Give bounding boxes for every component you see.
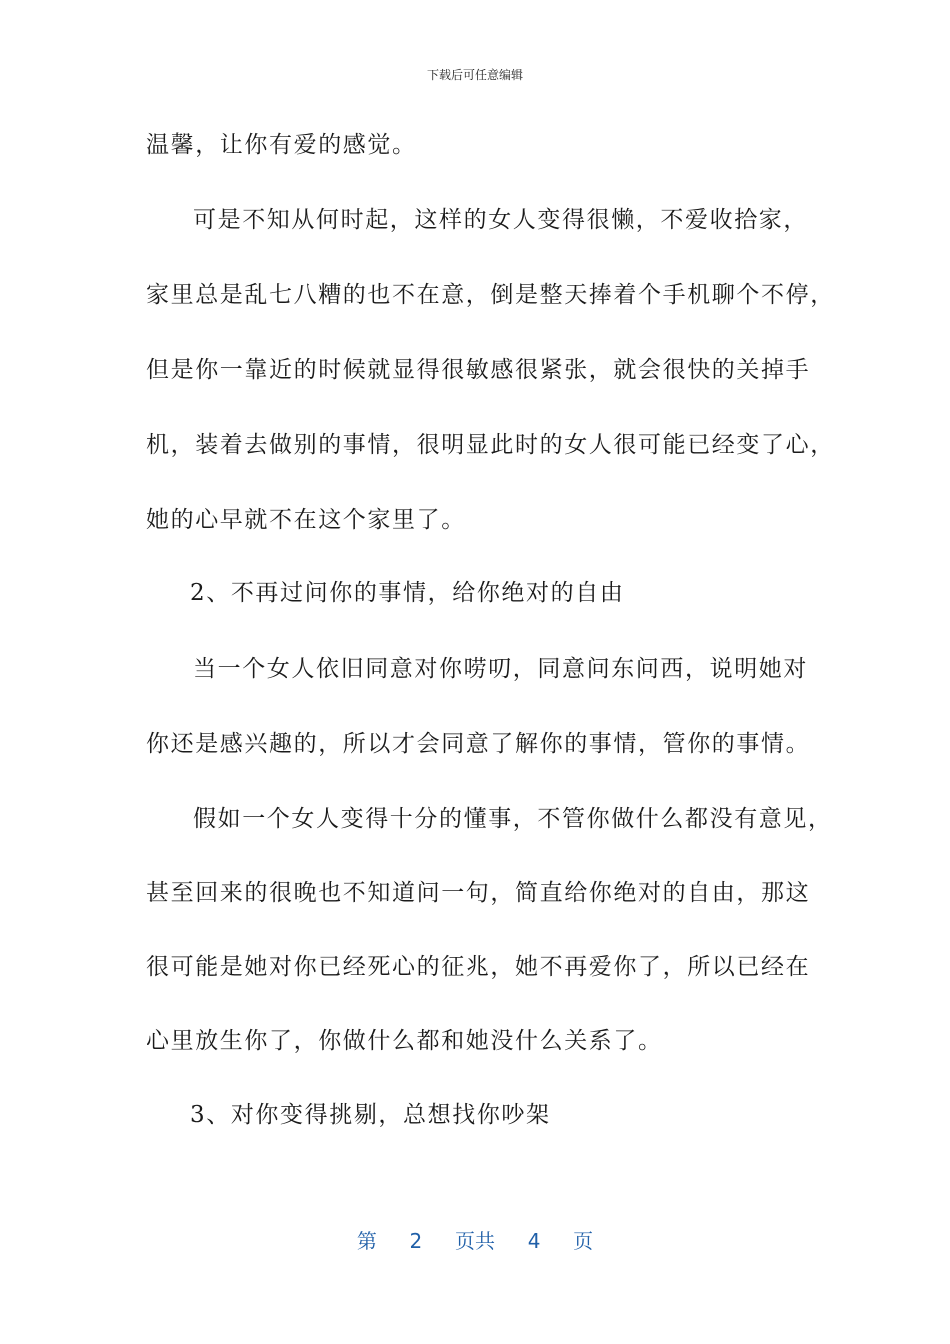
footer-current-page: 2 [409, 1229, 423, 1253]
footer-label-end: 页 [573, 1229, 594, 1253]
footer-label-of: 页共 [455, 1229, 495, 1253]
paragraph-line: 假如一个女人变得十分的懂事，不管你做什么都没有意见， [193, 806, 833, 832]
footer-label-page: 第 [356, 1229, 377, 1253]
paragraph-line: 但是你一靠近的时候就显得很敏感很紧张，就会很快的关掉手 [146, 357, 811, 383]
footer-total-pages: 4 [527, 1229, 541, 1253]
section-heading: 2、不再过问你的事情，给你绝对的自由 [190, 580, 625, 606]
paragraph-line: 甚至回来的很晚也不知道问一句，简直给你绝对的自由，那这 [146, 880, 811, 906]
paragraph-line: 可是不知从何时起，这样的女人变得很懒，不爱收拾家， [193, 207, 808, 233]
page-footer [0, 1225, 950, 1254]
paragraph-line: 家里总是乱七八糟的也不在意，倒是整天捧着个手机聊个不停， [146, 282, 835, 308]
paragraph-line: 心里放生你了，你做什么都和她没什么关系了。 [146, 1028, 663, 1054]
paragraph-line: 很可能是她对你已经死心的征兆，她不再爱你了，所以已经在 [146, 954, 811, 980]
paragraph-line: 她的心早就不在这个家里了。 [146, 507, 466, 533]
paragraph-line: 温馨，让你有爱的感觉。 [146, 132, 417, 158]
paragraph-line: 机，装着去做别的事情，很明显此时的女人很可能已经变了心， [146, 432, 835, 458]
paragraph-line: 当一个女人依旧同意对你唠叨，同意问东问西，说明她对 [193, 656, 808, 682]
paragraph-line: 你还是感兴趣的，所以才会同意了解你的事情，管你的事情。 [146, 731, 811, 757]
page-header: 下载后可任意编辑 [426, 68, 523, 82]
section-heading: 3、对你变得挑剔，总想找你吵架 [190, 1102, 551, 1128]
